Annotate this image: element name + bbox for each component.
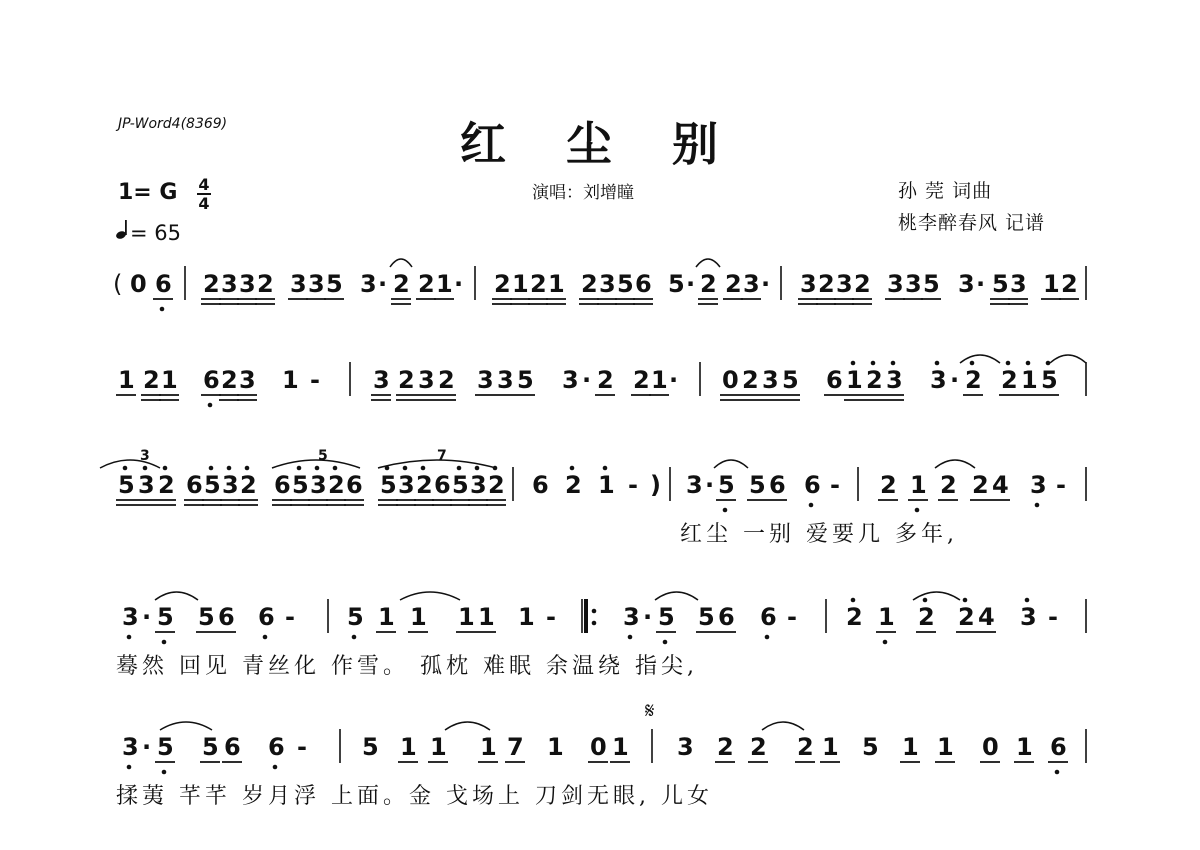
jianpu-note: 1 bbox=[410, 603, 427, 631]
augmentation-dot: · bbox=[669, 366, 679, 394]
jianpu-note: 1 bbox=[118, 366, 135, 394]
transcriber-credit: 桃李醉春风 记谱 bbox=[898, 212, 1046, 234]
jianpu-note: 3 bbox=[743, 270, 760, 298]
jianpu-note: 2 bbox=[818, 270, 835, 298]
octave-dot-below bbox=[1055, 770, 1060, 775]
jianpu-note: 1 bbox=[1021, 366, 1038, 394]
jianpu-note: 5 bbox=[992, 270, 1009, 298]
jianpu-note: 6 bbox=[434, 471, 451, 499]
augmentation-dot: · bbox=[686, 270, 696, 298]
jianpu-note: 3 bbox=[310, 471, 327, 499]
jianpu-note: 4 bbox=[992, 471, 1009, 499]
augmentation-dot: · bbox=[454, 270, 464, 298]
jianpu-note: 2 bbox=[700, 270, 717, 298]
augmentation-dot: · bbox=[705, 471, 715, 499]
jianpu-note: 1 bbox=[937, 733, 954, 761]
octave-dot-below bbox=[208, 403, 213, 408]
jianpu-note: 1 bbox=[161, 366, 178, 394]
jianpu-note: 3 bbox=[623, 603, 640, 631]
jianpu-note: 5 bbox=[718, 471, 735, 499]
jianpu-note: 1 bbox=[400, 733, 417, 761]
jianpu-note: 2 bbox=[880, 471, 897, 499]
jianpu-note: 1 bbox=[548, 270, 565, 298]
jianpu-note: 6 bbox=[218, 603, 235, 631]
intro-paren: ( bbox=[113, 270, 123, 298]
jianpu-note: 2 bbox=[203, 270, 220, 298]
augmentation-dot: · bbox=[761, 270, 771, 298]
jianpu-note: 1 bbox=[518, 603, 535, 631]
jianpu-note: 6 bbox=[224, 733, 241, 761]
jianpu-note: 3 bbox=[138, 471, 155, 499]
octave-dot-below bbox=[723, 508, 728, 513]
jianpu-note: 2 bbox=[633, 366, 650, 394]
octave-dot-above bbox=[457, 466, 462, 471]
dash-note: - bbox=[310, 366, 320, 394]
dash-note: - bbox=[1048, 603, 1058, 631]
octave-dot-below bbox=[162, 770, 167, 775]
octave-dot-below bbox=[915, 508, 920, 513]
jianpu-note: 6 bbox=[268, 733, 285, 761]
tuplet-number: 7 bbox=[437, 448, 447, 464]
jianpu-note: 2 bbox=[742, 366, 759, 394]
augmentation-dot: · bbox=[582, 366, 592, 394]
jianpu-note: 2 bbox=[854, 270, 871, 298]
octave-dot-above bbox=[970, 361, 975, 366]
jianpu-note: 3 bbox=[1020, 603, 1037, 631]
jianpu-note: 6 bbox=[274, 471, 291, 499]
jianpu-note: 3 bbox=[599, 270, 616, 298]
jianpu-note: 2 bbox=[717, 733, 734, 761]
lyric-line: 蓦然 回见 青丝化 作雪。 孤枕 难眠 余温绕 指尖, bbox=[116, 654, 698, 679]
jianpu-note: 6 bbox=[203, 366, 220, 394]
octave-dot-above bbox=[421, 466, 426, 471]
jianpu-note: 1 bbox=[598, 471, 615, 499]
jianpu-note: 1 bbox=[430, 733, 447, 761]
time-bottom: 4 bbox=[198, 194, 210, 213]
jianpu-note: 3 bbox=[800, 270, 817, 298]
jianpu-note: 3 bbox=[958, 270, 975, 298]
jianpu-note: 3 bbox=[360, 270, 377, 298]
octave-dot-above bbox=[871, 361, 876, 366]
jianpu-note: 2 bbox=[958, 603, 975, 631]
jianpu-note: 1 bbox=[512, 270, 529, 298]
tie-slur bbox=[155, 592, 198, 600]
octave-dot-above bbox=[403, 466, 408, 471]
jianpu-note: 6 bbox=[1050, 733, 1067, 761]
tuplet-number: 3 bbox=[140, 448, 150, 464]
jianpu-note: 0 bbox=[722, 366, 739, 394]
jianpu-note: 2 bbox=[972, 471, 989, 499]
octave-dot-above bbox=[245, 466, 250, 471]
jianpu-note: 2 bbox=[750, 733, 767, 761]
singer-credit: 演唱：刘增瞳 bbox=[532, 183, 634, 203]
jianpu-note: 5 bbox=[668, 270, 685, 298]
tie-slur bbox=[913, 592, 960, 600]
jianpu-note: 5 bbox=[517, 366, 534, 394]
octave-dot-below bbox=[127, 765, 132, 770]
octave-dot-above bbox=[143, 466, 148, 471]
jianpu-note: 3 bbox=[122, 603, 139, 631]
jianpu-note: 5 bbox=[202, 733, 219, 761]
octave-dot-above bbox=[851, 598, 856, 603]
jianpu-note: 6 bbox=[769, 471, 786, 499]
jianpu-note: 3 bbox=[373, 366, 390, 394]
octave-dot-below bbox=[160, 307, 165, 312]
jianpu-note: 5 bbox=[658, 603, 675, 631]
octave-dot-below bbox=[663, 640, 668, 645]
tie-slur bbox=[935, 460, 975, 468]
augmentation-dot: · bbox=[142, 603, 152, 631]
jianpu-note: 1 bbox=[846, 366, 863, 394]
dash-note: - bbox=[1056, 471, 1066, 499]
jianpu-note: 5 bbox=[380, 471, 397, 499]
jianpu-note: 5 bbox=[617, 270, 634, 298]
jianpu-note: 7 bbox=[507, 733, 524, 761]
tie-slur bbox=[445, 722, 490, 730]
jianpu-note: 1 bbox=[282, 366, 299, 394]
dash-note: - bbox=[787, 603, 797, 631]
tie-slur bbox=[400, 592, 460, 600]
jianpu-note: 1 bbox=[651, 366, 668, 394]
octave-dot-below bbox=[809, 503, 814, 508]
jianpu-note: 5 bbox=[347, 603, 364, 631]
jianpu-note: 2 bbox=[530, 270, 547, 298]
jianpu-note: 3 bbox=[477, 366, 494, 394]
jianpu-note: 2 bbox=[597, 366, 614, 394]
octave-dot-above bbox=[923, 598, 928, 603]
dash-note: - bbox=[830, 471, 840, 499]
jianpu-note: 2 bbox=[797, 733, 814, 761]
tie-slur bbox=[762, 722, 804, 730]
jianpu-note: 3 bbox=[308, 270, 325, 298]
augmentation-dot: · bbox=[142, 733, 152, 761]
jianpu-note: 5 bbox=[749, 471, 766, 499]
octave-dot-above bbox=[935, 361, 940, 366]
jianpu-note: 5 bbox=[118, 471, 135, 499]
jianpu-note: 3 bbox=[905, 270, 922, 298]
jianpu-note: 1 bbox=[478, 603, 495, 631]
octave-dot-above bbox=[123, 466, 128, 471]
jianpu-note: ) bbox=[650, 471, 661, 499]
tie-slur bbox=[1050, 355, 1086, 363]
jianpu-note: 6 bbox=[532, 471, 549, 499]
octave-dot-below bbox=[765, 635, 770, 640]
jianpu-note: 2 bbox=[725, 270, 742, 298]
jianpu-note: 5 bbox=[782, 366, 799, 394]
jianpu-note: 6 bbox=[718, 603, 735, 631]
jianpu-note: 3 bbox=[562, 366, 579, 394]
jianpu-note: 5 bbox=[452, 471, 469, 499]
jianpu-note: 5 bbox=[923, 270, 940, 298]
jianpu-note: 1 bbox=[1043, 270, 1060, 298]
jianpu-note: 2 bbox=[488, 471, 505, 499]
segno-sign: 𝄋 bbox=[645, 699, 655, 724]
jianpu-note: 3 bbox=[222, 471, 239, 499]
jianpu-note: 3 bbox=[418, 366, 435, 394]
jianpu-note: 2 bbox=[240, 471, 257, 499]
jianpu-note: 2 bbox=[1061, 270, 1078, 298]
repeat-dot bbox=[592, 609, 597, 614]
jianpu-note: 5 bbox=[157, 733, 174, 761]
octave-dot-above bbox=[333, 466, 338, 471]
octave-dot-above bbox=[1025, 598, 1030, 603]
octave-dot-below bbox=[352, 635, 357, 640]
jianpu-note: 5 bbox=[362, 733, 379, 761]
octave-dot-above bbox=[1006, 361, 1011, 366]
repeat-dot bbox=[592, 621, 597, 626]
jianpu-note: 3 bbox=[398, 471, 415, 499]
dash-note: - bbox=[297, 733, 307, 761]
time-top: 4 bbox=[198, 175, 210, 194]
jianpu-note: 1 bbox=[378, 603, 395, 631]
jianpu-note: 3 bbox=[470, 471, 487, 499]
jianpu-note: 1 bbox=[547, 733, 564, 761]
jianpu-note: 3 bbox=[677, 733, 694, 761]
jianpu-note: 5 bbox=[862, 733, 879, 761]
jianpu-note: 1 bbox=[458, 603, 475, 631]
composer-credit: 孙 莞 词曲 bbox=[898, 180, 993, 202]
augmentation-dot: · bbox=[378, 270, 388, 298]
jianpu-note: 5 bbox=[326, 270, 343, 298]
jianpu-note: 3 bbox=[1030, 471, 1047, 499]
jianpu-note: 3 bbox=[762, 366, 779, 394]
jianpu-note: 2 bbox=[418, 270, 435, 298]
lyric-line: 揉荑 芊芊 岁月浮 上面。金 戈场上 刀剑无眼, 儿女 bbox=[116, 784, 713, 809]
jianpu-note: 3 bbox=[686, 471, 703, 499]
tie-slur bbox=[714, 460, 748, 468]
jianpu-note: 3 bbox=[886, 366, 903, 394]
jianpu-note: 0 bbox=[982, 733, 999, 761]
octave-dot-above bbox=[851, 361, 856, 366]
jianpu-note: 6 bbox=[760, 603, 777, 631]
tie-slur bbox=[160, 722, 212, 730]
jianpu-note: 3 bbox=[221, 270, 238, 298]
jianpu-note: 6 bbox=[258, 603, 275, 631]
jianpu-note: 5 bbox=[1041, 366, 1058, 394]
jianpu-note: 2 bbox=[494, 270, 511, 298]
jianpu-note: 3 bbox=[887, 270, 904, 298]
octave-dot-above bbox=[1026, 361, 1031, 366]
lyric-line: 红尘 一别 爱要几 多年, bbox=[680, 522, 958, 547]
jianpu-note: 3 bbox=[836, 270, 853, 298]
jianpu-note: 3 bbox=[290, 270, 307, 298]
augmentation-dot: · bbox=[976, 270, 986, 298]
jianpu-note: 2 bbox=[158, 471, 175, 499]
octave-dot-below bbox=[883, 640, 888, 645]
jianpu-note: 2 bbox=[393, 270, 410, 298]
jianpu-note: 3 bbox=[122, 733, 139, 761]
jianpu-note: 1 bbox=[878, 603, 895, 631]
tie-slur bbox=[655, 592, 698, 600]
jianpu-note: 5 bbox=[157, 603, 174, 631]
jianpu-note: 3 bbox=[239, 366, 256, 394]
octave-dot-below bbox=[162, 640, 167, 645]
jianpu-note: 1 bbox=[436, 270, 453, 298]
jianpu-note: 2 bbox=[143, 366, 160, 394]
jianpu-note: 1 bbox=[612, 733, 629, 761]
octave-dot-below bbox=[127, 635, 132, 640]
jianpu-note: 2 bbox=[257, 270, 274, 298]
octave-dot-above bbox=[891, 361, 896, 366]
dash-note: - bbox=[285, 603, 295, 631]
jianpu-note: 4 bbox=[978, 603, 995, 631]
jianpu-note: 5 bbox=[204, 471, 221, 499]
octave-dot-above bbox=[603, 466, 608, 471]
jianpu-note: 2 bbox=[416, 471, 433, 499]
augmentation-dot: · bbox=[643, 603, 653, 631]
tie-slur bbox=[100, 460, 160, 468]
jianpu-note: 1 bbox=[902, 733, 919, 761]
jianpu-note: 6 bbox=[155, 270, 172, 298]
octave-dot-above bbox=[570, 466, 575, 471]
jianpu-note: 1 bbox=[822, 733, 839, 761]
jianpu-note: 2 bbox=[221, 366, 238, 394]
octave-dot-above bbox=[963, 598, 968, 603]
jianpu-note: 1 bbox=[910, 471, 927, 499]
octave-dot-below bbox=[1035, 503, 1040, 508]
jianpu-note: 2 bbox=[398, 366, 415, 394]
jianpu-note: 5 bbox=[698, 603, 715, 631]
octave-dot-above bbox=[297, 466, 302, 471]
octave-dot-below bbox=[263, 635, 268, 640]
jianpu-note: 6 bbox=[346, 471, 363, 499]
key-signature: 1= G bbox=[118, 180, 178, 205]
octave-dot-below bbox=[273, 765, 278, 770]
jianpu-note: 0 bbox=[130, 270, 147, 298]
tie-slur bbox=[390, 259, 412, 267]
tuplet-number: 5 bbox=[318, 448, 328, 464]
jianpu-note: 0 bbox=[590, 733, 607, 761]
jianpu-note: 2 bbox=[940, 471, 957, 499]
jianpu-note: 6 bbox=[804, 471, 821, 499]
octave-dot-above bbox=[475, 466, 480, 471]
jianpu-note: 6 bbox=[635, 270, 652, 298]
jianpu-note: 2 bbox=[565, 471, 582, 499]
jianpu-note: 2 bbox=[965, 366, 982, 394]
jianpu-note: 6 bbox=[186, 471, 203, 499]
song-title: 红 尘 别 bbox=[459, 117, 741, 171]
software-label: JP-Word4(8369) bbox=[118, 116, 228, 132]
jianpu-note: 3 bbox=[239, 270, 256, 298]
jianpu-note: 2 bbox=[846, 603, 863, 631]
jianpu-note: 1 bbox=[1016, 733, 1033, 761]
jianpu-note: 5 bbox=[292, 471, 309, 499]
dash-note: - bbox=[546, 603, 556, 631]
dash-note: - bbox=[628, 471, 638, 499]
jianpu-note: 6 bbox=[826, 366, 843, 394]
jianpu-note: 2 bbox=[581, 270, 598, 298]
jianpu-note: 2 bbox=[1001, 366, 1018, 394]
jianpu-note: 3 bbox=[497, 366, 514, 394]
jianpu-note: 3 bbox=[930, 366, 947, 394]
augmentation-dot: · bbox=[950, 366, 960, 394]
tie-slur bbox=[960, 355, 1000, 363]
tie-slur bbox=[696, 259, 720, 267]
jianpu-note: 2 bbox=[438, 366, 455, 394]
octave-dot-above bbox=[227, 466, 232, 471]
octave-dot-above bbox=[163, 466, 168, 471]
octave-dot-above bbox=[315, 466, 320, 471]
jianpu-note: 2 bbox=[866, 366, 883, 394]
jianpu-note: 5 bbox=[198, 603, 215, 631]
jianpu-note: 2 bbox=[918, 603, 935, 631]
jianpu-note: 3 bbox=[1010, 270, 1027, 298]
tempo-value: = 65 bbox=[130, 221, 181, 245]
octave-dot-above bbox=[209, 466, 214, 471]
jianpu-note: 2 bbox=[328, 471, 345, 499]
jianpu-note: 1 bbox=[480, 733, 497, 761]
octave-dot-above bbox=[1046, 361, 1051, 366]
octave-dot-below bbox=[628, 635, 633, 640]
